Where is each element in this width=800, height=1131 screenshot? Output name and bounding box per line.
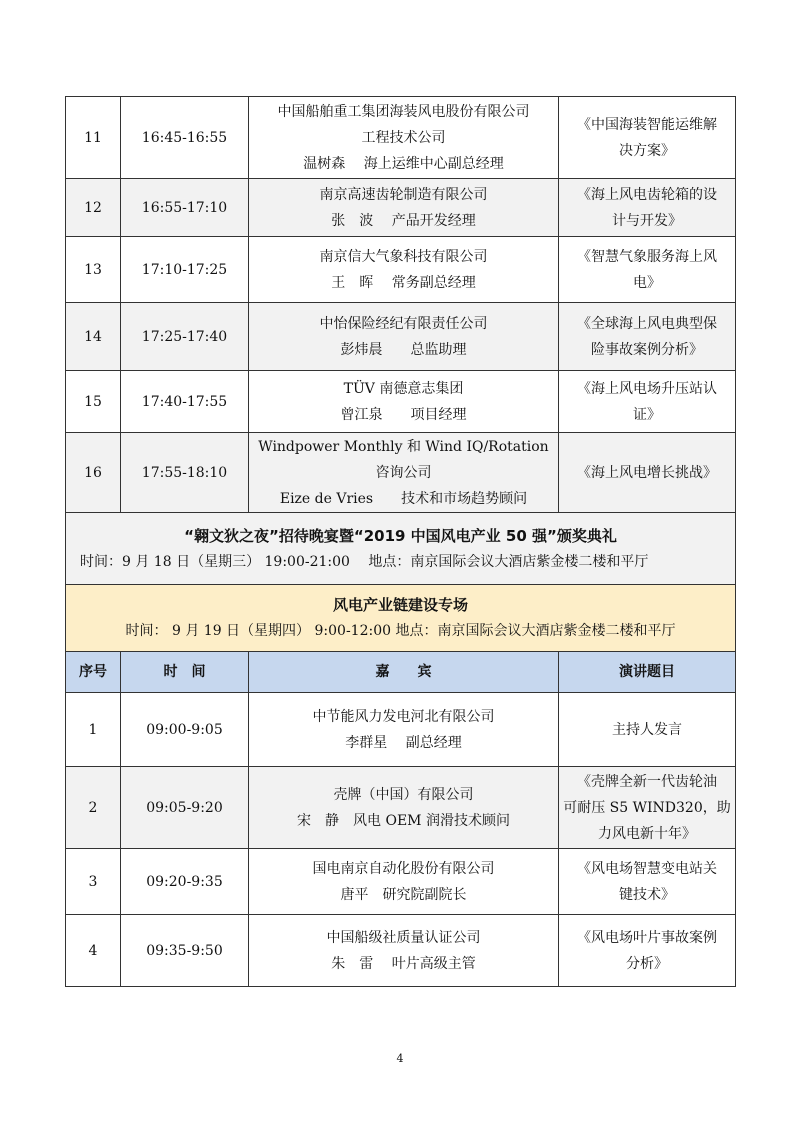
guest-line: 中国船舶重工集团海装风电股份有限公司 [277,103,530,120]
topic-line: 《壳牌全新一代齿轮油 [577,773,717,790]
morning-rows [66,693,736,987]
row-guest [249,179,559,237]
topic-line: 《海上风电齿轮箱的设 [577,186,717,203]
row-time: 17:55-18:10 [121,433,249,513]
row-number: 4 [66,915,121,987]
row-time: 16:55-17:10 [121,179,249,237]
row-topic [559,915,736,987]
row-number: 15 [66,371,121,433]
guest-line: 咨询公司 [375,464,432,481]
evening-event-title: “翱文狄之夜”招待晚宴暨“2019 中国风电产业 50 强”颁奖典礼 [184,526,617,545]
row-guest [249,693,559,767]
table-row [66,179,736,237]
guest-line: 宋 静 风电 OEM 润滑技术顾问 [297,812,510,829]
topic-line: 证》 [633,406,661,423]
topic-line: 键技术》 [619,886,675,903]
topic-line: 《海上风电场升压站认 [577,380,717,397]
row-topic [559,97,736,179]
row-guest [249,849,559,915]
evening-event-cell [66,513,736,585]
topic-line: 《中国海装智能运维解 [577,116,717,133]
session-banner [66,585,736,693]
header-topic: 演讲题目 [559,652,736,693]
row-topic [559,849,736,915]
guest-line: 南京信大气象科技有限公司 [319,248,488,265]
row-guest [249,237,559,303]
guest-line: 工程技术公司 [361,129,446,146]
row-number: 16 [66,433,121,513]
column-header-row [66,652,736,693]
header-time: 时 间 [121,652,249,693]
session-title: 风电产业链建设专场 [332,596,468,614]
evening-event-row [66,513,736,585]
afternoon-rows [66,97,736,513]
row-number: 11 [66,97,121,179]
table-row [66,767,736,849]
guest-line: 南京高速齿轮制造有限公司 [319,186,488,203]
row-time: 17:10-17:25 [121,237,249,303]
guest-line: 朱 雷 叶片高级主管 [331,955,476,972]
row-time: 17:40-17:55 [121,371,249,433]
row-topic [559,371,736,433]
session-info: 时间： 9 月 19 日（星期四） 9:00-12:00 地点：南京国际会议大酒店紫金楼二楼和平厅 [125,623,676,639]
row-guest [249,915,559,987]
row-time: 17:25-17:40 [121,303,249,371]
table-row [66,303,736,371]
table-row [66,693,736,767]
row-topic [559,433,736,513]
row-time: 09:00-9:05 [121,693,249,767]
row-time: 09:05-9:20 [121,767,249,849]
row-time: 09:20-9:35 [121,849,249,915]
session-cell [66,585,736,652]
table-row [66,97,736,179]
table-row [66,237,736,303]
guest-line: 壳牌（中国）有限公司 [333,786,474,803]
session-row [66,585,736,652]
topic-line: 险事故案例分析》 [591,341,703,358]
row-number: 12 [66,179,121,237]
row-time: 16:45-16:55 [121,97,249,179]
row-topic [559,767,736,849]
row-topic [559,237,736,303]
topic-line: 力风电新十年》 [598,825,696,842]
guest-line: 彭炜晨 总监助理 [340,341,467,358]
topic-line: 《风电场智慧变电站关 [577,860,717,877]
guest-line: Windpower Monthly 和 Wind IQ/Rotation [258,438,549,455]
table-row [66,433,736,513]
table-row [66,371,736,433]
guest-line: 张 波 产品开发经理 [331,212,476,229]
evening-event [66,513,736,585]
row-time: 09:35-9:50 [121,915,249,987]
topic-line: 主持人发言 [612,721,682,738]
topic-line: 决方案》 [619,142,675,159]
page-number: 4 [396,1052,404,1065]
row-guest [249,303,559,371]
topic-line: 计与开发》 [612,212,682,229]
schedule-table [65,96,736,987]
topic-line: 《海上风电增长挑战》 [577,464,717,481]
guest-line: 温树森 海上运维中心副总经理 [303,155,504,172]
topic-line: 电》 [633,274,661,291]
guest-line: TÜV 南德意志集团 [343,380,464,397]
guest-line: 中国船级社质量认证公司 [326,929,481,946]
row-guest [249,97,559,179]
guest-line: 中节能风力发电河北有限公司 [312,708,495,725]
topic-line: 可耐压 S5 WIND320，助 [563,799,731,816]
table-row [66,915,736,987]
row-number: 2 [66,767,121,849]
row-number: 13 [66,237,121,303]
row-topic [559,303,736,371]
table-row [66,849,736,915]
topic-line: 分析》 [626,955,668,972]
row-topic [559,179,736,237]
guest-line: 中怡保险经纪有限责任公司 [319,315,488,332]
guest-line: 国电南京自动化股份有限公司 [312,860,495,877]
header-no: 序号 [66,652,121,693]
header-guest: 嘉 宾 [249,652,559,693]
row-guest [249,767,559,849]
row-guest [249,433,559,513]
guest-line: 王 晖 常务副总经理 [331,274,476,291]
guest-line: Eize de Vries 技术和市场趋势顾问 [279,490,528,507]
topic-line: 《风电场叶片事故案例 [577,929,717,946]
evening-event-info: 时间：9 月 18 日（星期三） 19:00-21:00 地点：南京国际会议大酒店紫金楼二楼和平厅 [80,553,649,570]
row-number: 3 [66,849,121,915]
guest-line: 曾江泉 项目经理 [340,406,467,423]
row-number: 1 [66,693,121,767]
row-number: 14 [66,303,121,371]
row-guest [249,371,559,433]
topic-line: 《全球海上风电典型保 [577,315,717,332]
guest-line: 李群星 副总经理 [345,734,462,751]
row-topic [559,693,736,767]
guest-line: 唐平 研究院副院长 [340,886,467,903]
topic-line: 《智慧气象服务海上风 [577,248,717,265]
